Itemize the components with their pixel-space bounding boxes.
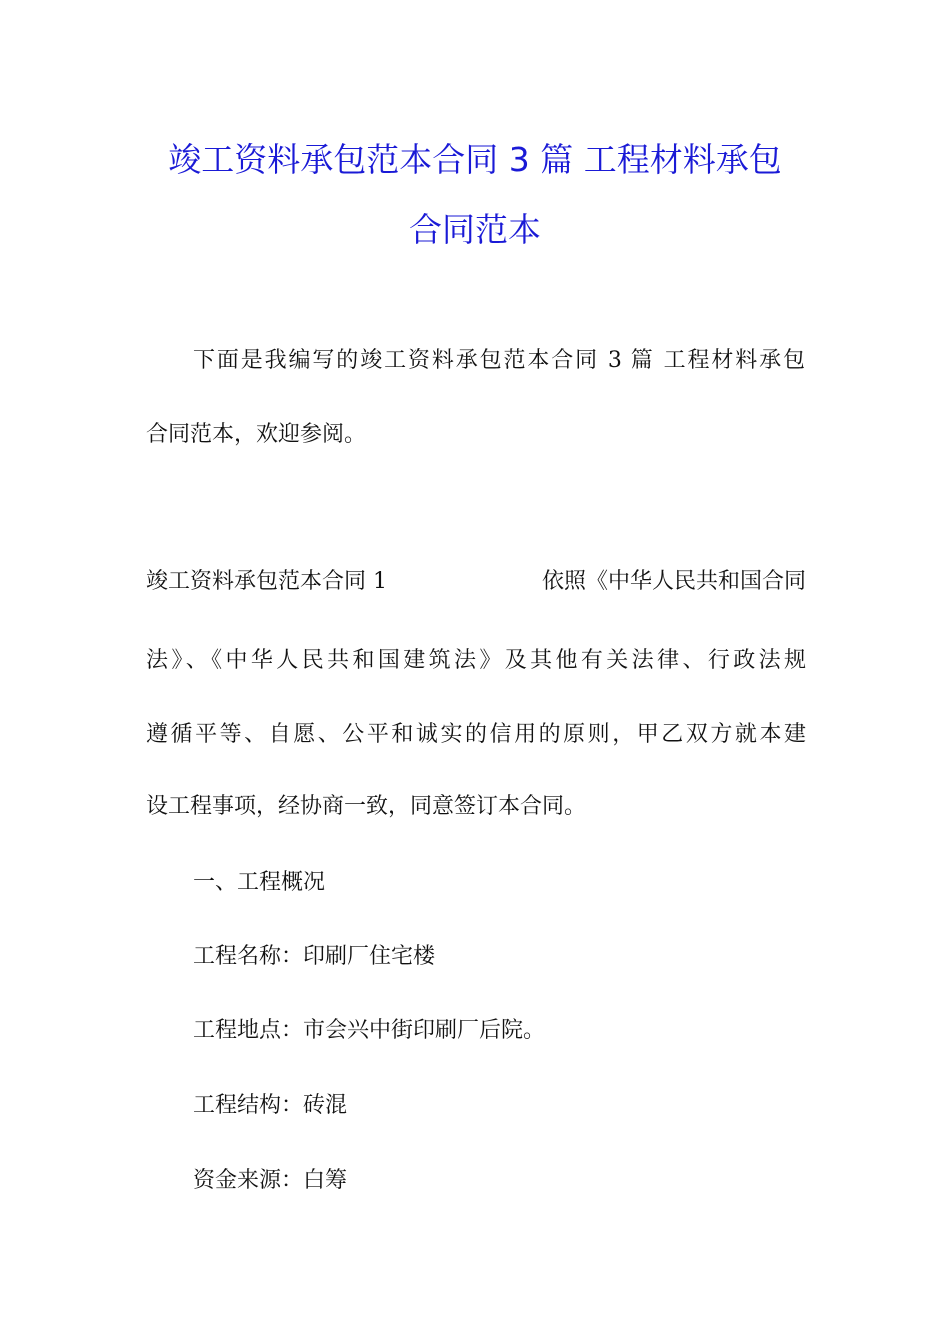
section-1-line-1-text: 依照《中华人民共和国合同 bbox=[541, 569, 806, 594]
project-location: 工程地点：市会兴中街印刷厂后院。 bbox=[193, 1018, 546, 1043]
section-1-first-line bbox=[146, 567, 806, 597]
document-title-line-1: 竣工资料承包范本合同 3 篇 工程材料承包 bbox=[168, 140, 782, 179]
intro-line-2: 合同范本，欢迎参阅。 bbox=[146, 422, 367, 447]
funding-source: 资金来源：白筹 bbox=[193, 1168, 348, 1193]
overview-heading: 一、工程概况 bbox=[193, 870, 326, 895]
project-structure: 工程结构：砖混 bbox=[193, 1093, 348, 1118]
section-1-heading: 竣工资料承包范本合同 1 bbox=[146, 569, 387, 594]
section-1-line-3: 遵循平等、自愿、公平和诚实的信用的原则，甲乙双方就本建 bbox=[146, 722, 806, 747]
section-1-line-2: 法》、《中华人民共和国建筑法》及其他有关法律、行政法规 bbox=[146, 648, 806, 673]
document-title-line-2: 合同范本 bbox=[409, 210, 541, 249]
intro-line-1: 下面是我编写的竣工资料承包范本合同 3 篇 工程材料承包 bbox=[193, 348, 805, 373]
project-name: 工程名称：印刷厂住宅楼 bbox=[193, 944, 436, 969]
section-1-line-4: 设工程事项，经协商一致，同意签订本合同。 bbox=[146, 794, 587, 819]
